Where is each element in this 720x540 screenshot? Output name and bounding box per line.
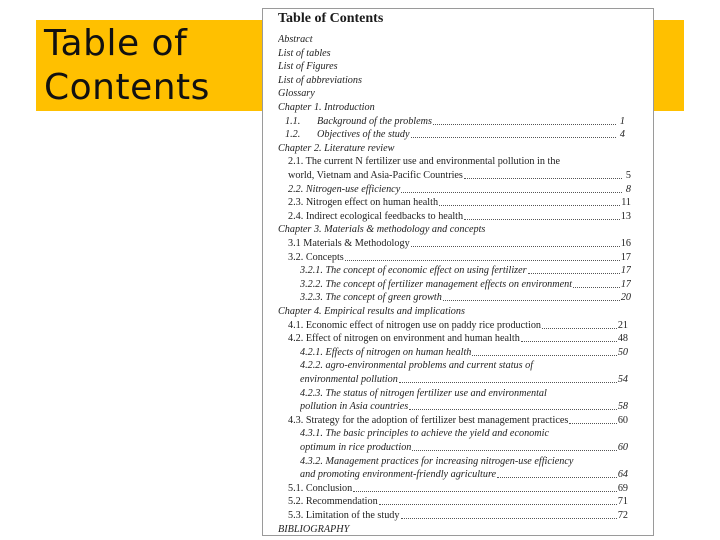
toc-entry-label: environmental pollution	[300, 374, 398, 385]
toc-entry	[288, 196, 631, 210]
toc-entry	[288, 155, 648, 169]
toc-entry-page-number: 64	[617, 469, 628, 481]
toc-entry	[278, 74, 648, 88]
toc-entry-number: 1.1.	[285, 115, 301, 127]
toc-entry-page-number: 60	[617, 414, 628, 426]
toc-entry-page-number: 60	[617, 442, 628, 453]
toc-entry-page-number: 1	[619, 115, 625, 127]
toc-entry	[288, 251, 631, 265]
toc-entry-label: pollution in Asia countries	[300, 401, 409, 413]
toc-entry-label: Chapter 2. Literature review	[278, 142, 395, 154]
toc-entry	[300, 387, 648, 401]
toc-entry-label: List of tables	[278, 47, 331, 59]
table-of-contents-page	[262, 8, 654, 536]
toc-entry-label: 3.2.2. The concept of fertilizer management effects on environment	[300, 278, 573, 290]
toc-entry-label: List of Figures	[278, 61, 338, 73]
toc-entry-label: 4.3.1. The basic principles to achieve the yield and economic	[300, 428, 549, 440]
toc-entry-page-number: 54	[617, 374, 628, 385]
dot-leader	[464, 169, 622, 179]
toc-entry-label: 4.2. Effect of nitrogen on environment and human health	[288, 333, 520, 345]
dot-leader	[573, 278, 620, 288]
toc-entry	[285, 115, 625, 129]
toc-entry	[300, 441, 628, 455]
toc-entry-label: 4.2.3. The status of nitrogen fertilizer use and environmental	[300, 387, 547, 399]
toc-entry-label: List of abbreviations	[278, 74, 362, 86]
toc-entry-label: Abstract	[278, 34, 313, 45]
toc-entry	[288, 319, 628, 333]
toc-entry	[288, 169, 631, 183]
dot-leader	[472, 346, 616, 356]
toc-entry	[300, 455, 648, 469]
toc-entry-label: 2.1. The current N fertilizer use and environmental pollution in the	[288, 156, 560, 168]
dot-leader	[497, 468, 617, 478]
toc-entry	[278, 47, 648, 61]
toc-entry-label: 3.2. Concepts	[288, 251, 344, 263]
dot-leader	[433, 115, 616, 125]
toc-entry-label: 3.2.3. The concept of green growth	[300, 292, 442, 304]
dot-leader	[399, 373, 617, 383]
toc-entry	[300, 400, 628, 414]
dot-leader	[379, 495, 617, 505]
toc-entry	[278, 101, 648, 115]
toc-entry	[288, 210, 631, 224]
toc-entry-label: BIBLIOGRAPHY	[278, 523, 350, 535]
toc-entry-label: optimum in rice production	[300, 442, 412, 453]
toc-entry-label: Background of the problems	[317, 115, 432, 127]
toc-entry	[288, 332, 628, 346]
toc-entry	[288, 482, 628, 496]
toc-entry	[278, 87, 648, 101]
toc-entry-label: 4.2.2. agro-environmental problems and current status of	[300, 360, 534, 372]
toc-entry	[300, 427, 648, 441]
toc-entry	[300, 264, 631, 278]
toc-entry	[300, 359, 648, 373]
dot-leader	[569, 414, 616, 424]
toc-entry-page-number: 5	[625, 170, 631, 181]
toc-entry	[288, 495, 628, 509]
toc-entry	[288, 237, 631, 251]
toc-entry-label: 4.3.2. Management practices for increasing nitrogen-use efficiency	[300, 455, 574, 467]
dot-leader	[412, 441, 616, 451]
toc-entry	[300, 468, 628, 482]
toc-entry-page-number: 17	[620, 251, 631, 263]
toc-entry-number: 1.2.	[285, 129, 301, 141]
toc-entry-page-number: 71	[617, 496, 628, 508]
toc-entry-page-number: 58	[617, 401, 628, 413]
toc-entry-page-number: 17	[620, 265, 631, 277]
toc-entry	[300, 291, 631, 305]
toc-entry	[278, 523, 648, 536]
toc-entry-label: 4.1. Economic effect of nitrogen use on paddy rice production	[288, 319, 542, 331]
dot-leader	[439, 196, 620, 206]
toc-entry-page-number: 69	[617, 482, 628, 494]
toc-entry-page-number: 20	[620, 292, 631, 304]
dot-leader	[464, 210, 620, 220]
dot-leader	[409, 400, 617, 410]
toc-entry	[288, 183, 631, 197]
toc-entry	[300, 373, 628, 387]
toc-entry	[278, 33, 648, 47]
toc-entry-page-number: 13	[620, 210, 631, 222]
toc-entry-page-number: 4	[619, 129, 625, 141]
dot-leader	[401, 509, 617, 519]
toc-entry	[288, 414, 628, 428]
dot-leader	[345, 251, 620, 261]
toc-entry-page-number: 21	[617, 319, 628, 331]
toc-entry	[278, 60, 648, 74]
toc-entry-label: 3.1 Materials & Methodology	[288, 238, 410, 249]
toc-entry-label: 2.3. Nitrogen effect on human health	[288, 197, 439, 209]
toc-entry	[285, 128, 625, 142]
toc-entry-page-number: 48	[617, 333, 628, 345]
toc-entry-label: 2.2. Nitrogen-use efficiency	[288, 183, 401, 195]
toc-entry-label: Chapter 4. Empirical results and implications	[278, 306, 465, 317]
dot-leader	[521, 332, 617, 342]
toc-entry-label: 5.1. Conclusion	[288, 482, 353, 494]
toc-heading: Table of Contents	[278, 11, 384, 26]
toc-entry	[288, 509, 628, 523]
toc-entry-page-number: 50	[617, 346, 628, 358]
toc-entry-label: Glossary	[278, 88, 315, 100]
toc-entry	[278, 142, 648, 156]
toc-entry-label: world, Vietnam and Asia-Pacific Countries	[288, 170, 463, 181]
toc-entry-page-number: 17	[620, 278, 631, 290]
dot-leader	[411, 128, 616, 138]
toc-entry-label: Objectives of the study	[317, 129, 410, 141]
toc-entry-label: 5.2. Recommendation	[288, 496, 378, 508]
toc-entry-label: and promoting environment-friendly agriculture	[300, 469, 497, 481]
toc-entry-page-number: 8	[625, 183, 631, 195]
dot-leader	[411, 237, 620, 247]
toc-entry-label: 4.2.1. Effects of nitrogen on human health	[300, 346, 472, 358]
dot-leader	[528, 264, 620, 274]
toc-entry-page-number: 16	[620, 238, 631, 249]
toc-entry-label: Chapter 3. Materials & methodology and concepts	[278, 224, 486, 236]
toc-entry-page-number: 11	[621, 197, 631, 209]
toc-entry-label: 5.3. Limitation of the study	[288, 510, 400, 521]
toc-entry-page-number: 72	[617, 510, 628, 521]
toc-entry-label: 4.3. Strategy for the adoption of fertilizer best management practices	[288, 414, 569, 426]
toc-entry	[278, 223, 648, 237]
toc-entry-label: 3.2.1. The concept of economic effect on using fertilizer	[300, 265, 527, 277]
toc-entry-label: 2.4. Indirect ecological feedbacks to health	[288, 210, 464, 222]
toc-entry-label: Chapter 1. Introduction	[278, 102, 375, 113]
dot-leader	[353, 482, 617, 492]
dot-leader	[542, 319, 617, 329]
toc-entry	[278, 305, 648, 319]
dot-leader	[443, 291, 620, 301]
slide-title: Table of Contents	[44, 23, 210, 108]
dot-leader	[401, 183, 622, 193]
toc-entry	[300, 278, 631, 292]
toc-entry	[300, 346, 628, 360]
